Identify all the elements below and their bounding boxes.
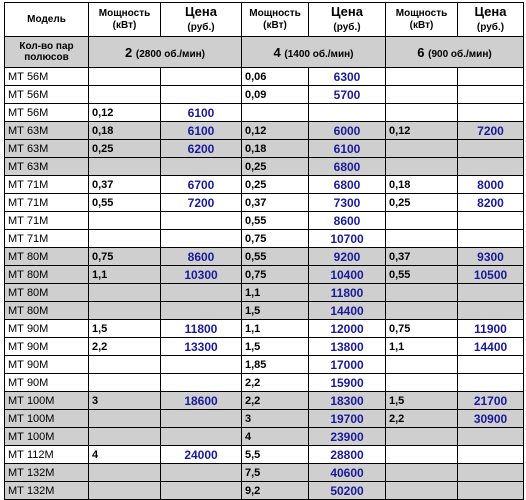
table-row (5, 212, 524, 230)
power-cell-2 (89, 464, 161, 482)
power-cell-2: 1,5 (89, 320, 161, 338)
power-cell-4: 0,12 (242, 122, 309, 140)
table-row (5, 284, 524, 302)
model-cell: МТ 80М (5, 284, 89, 302)
power-cell-4: 0,55 (242, 248, 309, 266)
price-cell-6 (458, 284, 524, 302)
price-cell-6 (458, 446, 524, 464)
model-cell: МТ 80М (5, 302, 89, 320)
power-cell-4: 1,85 (242, 356, 309, 374)
model-cell: МТ 63М (5, 158, 89, 176)
power-cell-2 (89, 410, 161, 428)
model-cell: МТ 80М (5, 248, 89, 266)
table-row (5, 122, 524, 140)
power-cell-4 (242, 104, 309, 122)
price-cell-4: 6800 (309, 176, 386, 194)
table-row (5, 68, 524, 86)
power-cell-4: 0,18 (242, 140, 309, 158)
price-cell-2 (161, 212, 242, 230)
power-cell-2 (89, 374, 161, 392)
power-cell-4: 1,5 (242, 302, 309, 320)
price-cell-4: 19700 (309, 410, 386, 428)
power-cell-4: 4 (242, 428, 309, 446)
power-cell-4: 1,5 (242, 338, 309, 356)
power-cell-4: 0,55 (242, 212, 309, 230)
price-cell-6 (458, 464, 524, 482)
model-cell: МТ 63М (5, 122, 89, 140)
poles-row (5, 37, 524, 68)
power-cell-6: 0,25 (386, 194, 458, 212)
power-cell-4: 0,25 (242, 176, 309, 194)
model-cell: МТ 56М (5, 86, 89, 104)
price-cell-6 (458, 374, 524, 392)
price-cell-6: 8200 (458, 194, 524, 212)
model-cell: МТ 71М (5, 230, 89, 248)
price-cell-4: 50200 (309, 482, 386, 500)
model-cell: МТ 90М (5, 338, 89, 356)
price-cell-2: 6700 (161, 176, 242, 194)
price-cell-4: 17000 (309, 356, 386, 374)
poles-2: 2 (2800 об./мин) (89, 37, 242, 68)
price-cell-4: 7300 (309, 194, 386, 212)
power-cell-4: 1,1 (242, 320, 309, 338)
table-row (5, 140, 524, 158)
model-cell: МТ 90М (5, 356, 89, 374)
price-cell-4 (309, 104, 386, 122)
price-cell-2: 24000 (161, 446, 242, 464)
table-row (5, 392, 524, 410)
header-row (5, 3, 524, 37)
price-cell-2: 8600 (161, 248, 242, 266)
power-cell-2 (89, 356, 161, 374)
price-cell-6 (458, 302, 524, 320)
price-cell-4: 6000 (309, 122, 386, 140)
table-row (5, 464, 524, 482)
power-cell-2: 4 (89, 446, 161, 464)
power-cell-2 (89, 482, 161, 500)
price-cell-2: 18600 (161, 392, 242, 410)
price-cell-4: 13800 (309, 338, 386, 356)
price-cell-6: 10500 (458, 266, 524, 284)
price-cell-6 (458, 230, 524, 248)
power-cell-4: 7,5 (242, 464, 309, 482)
price-cell-2 (161, 284, 242, 302)
table-row (5, 482, 524, 500)
power-cell-6 (386, 428, 458, 446)
power-cell-6: 1,5 (386, 392, 458, 410)
model-cell: МТ 112М (5, 446, 89, 464)
table-row (5, 194, 524, 212)
price-cell-4: 40600 (309, 464, 386, 482)
power-cell-2: 0,37 (89, 176, 161, 194)
power-header-6: Мощность (кВт) (386, 3, 458, 37)
price-cell-6 (458, 158, 524, 176)
table-row (5, 158, 524, 176)
price-cell-6 (458, 86, 524, 104)
price-header-2: Цена (руб.) (161, 3, 242, 37)
price-cell-2 (161, 86, 242, 104)
price-cell-4: 15900 (309, 374, 386, 392)
price-cell-2: 6100 (161, 104, 242, 122)
price-cell-2: 11800 (161, 320, 242, 338)
power-cell-6 (386, 86, 458, 104)
model-cell: МТ 71М (5, 194, 89, 212)
power-cell-2 (89, 230, 161, 248)
power-cell-2 (89, 158, 161, 176)
table-row (5, 302, 524, 320)
price-cell-6: 11900 (458, 320, 524, 338)
power-cell-6 (386, 356, 458, 374)
power-cell-6 (386, 158, 458, 176)
price-cell-6 (458, 356, 524, 374)
table-row (5, 374, 524, 392)
table-row (5, 266, 524, 284)
power-cell-4: 0,25 (242, 158, 309, 176)
model-cell: МТ 90М (5, 320, 89, 338)
price-cell-2 (161, 158, 242, 176)
motor-price-table (4, 2, 524, 500)
power-cell-2 (89, 284, 161, 302)
price-cell-2 (161, 68, 242, 86)
power-cell-2 (89, 302, 161, 320)
table-row (5, 248, 524, 266)
price-cell-6 (458, 104, 524, 122)
price-cell-6: 7200 (458, 122, 524, 140)
table-row (5, 86, 524, 104)
model-cell: МТ 56М (5, 68, 89, 86)
power-cell-6 (386, 140, 458, 158)
price-cell-4: 12000 (309, 320, 386, 338)
price-table-wrapper (4, 2, 524, 500)
table-row (5, 104, 524, 122)
model-cell: МТ 132М (5, 482, 89, 500)
model-cell: МТ 80М (5, 266, 89, 284)
price-cell-4: 10400 (309, 266, 386, 284)
power-cell-6: 0,75 (386, 320, 458, 338)
model-cell: МТ 63М (5, 140, 89, 158)
power-cell-2: 2,2 (89, 338, 161, 356)
model-cell: МТ 100М (5, 410, 89, 428)
price-cell-6 (458, 68, 524, 86)
power-cell-2: 0,25 (89, 140, 161, 158)
price-cell-2 (161, 356, 242, 374)
power-cell-6 (386, 374, 458, 392)
model-cell: МТ 56М (5, 104, 89, 122)
price-cell-2 (161, 410, 242, 428)
price-cell-2: 7200 (161, 194, 242, 212)
power-cell-4: 2,2 (242, 374, 309, 392)
price-cell-4: 28800 (309, 446, 386, 464)
poles-4: 4 (1400 об./мин) (242, 37, 386, 68)
price-cell-2 (161, 374, 242, 392)
power-cell-4: 2,2 (242, 392, 309, 410)
power-cell-6 (386, 104, 458, 122)
power-cell-6 (386, 302, 458, 320)
price-cell-4: 14400 (309, 302, 386, 320)
power-cell-2: 0,12 (89, 104, 161, 122)
power-cell-2: 0,18 (89, 122, 161, 140)
power-cell-6 (386, 464, 458, 482)
power-cell-4: 5,5 (242, 446, 309, 464)
price-cell-2: 10300 (161, 266, 242, 284)
table-row (5, 176, 524, 194)
power-cell-4: 9,2 (242, 482, 309, 500)
power-cell-6 (386, 68, 458, 86)
power-cell-4: 0,37 (242, 194, 309, 212)
power-cell-4: 0,09 (242, 86, 309, 104)
table-row (5, 320, 524, 338)
price-cell-2 (161, 464, 242, 482)
power-cell-6: 0,37 (386, 248, 458, 266)
power-cell-2: 0,75 (89, 248, 161, 266)
table-row (5, 410, 524, 428)
model-cell: МТ 100М (5, 428, 89, 446)
price-cell-6: 30900 (458, 410, 524, 428)
table-row (5, 338, 524, 356)
power-cell-2 (89, 212, 161, 230)
poles-label: Кол-во пар полюсов (5, 37, 89, 68)
price-cell-2: 13300 (161, 338, 242, 356)
power-cell-2 (89, 428, 161, 446)
power-cell-6 (386, 446, 458, 464)
price-cell-4: 11800 (309, 284, 386, 302)
price-cell-6: 9300 (458, 248, 524, 266)
power-cell-6: 2,2 (386, 410, 458, 428)
power-cell-4: 0,06 (242, 68, 309, 86)
price-cell-6: 8000 (458, 176, 524, 194)
price-cell-6: 21700 (458, 392, 524, 410)
price-cell-4: 23900 (309, 428, 386, 446)
poles-6: 6 (900 об./мин) (386, 37, 524, 68)
power-cell-6: 0,55 (386, 266, 458, 284)
table-row (5, 356, 524, 374)
price-header-4: Цена (руб.) (309, 3, 386, 37)
price-cell-4: 6800 (309, 158, 386, 176)
power-cell-2 (89, 86, 161, 104)
table-row (5, 230, 524, 248)
power-cell-6 (386, 284, 458, 302)
power-cell-4: 3 (242, 410, 309, 428)
power-cell-2 (89, 68, 161, 86)
power-cell-6: 0,18 (386, 176, 458, 194)
power-cell-6 (386, 482, 458, 500)
power-cell-2: 3 (89, 392, 161, 410)
price-cell-6 (458, 140, 524, 158)
power-cell-4: 0,75 (242, 230, 309, 248)
table-row (5, 446, 524, 464)
model-header: Модель (5, 3, 89, 37)
power-cell-2: 0,55 (89, 194, 161, 212)
price-cell-4: 6100 (309, 140, 386, 158)
power-header-4: Мощность (кВт) (242, 3, 309, 37)
price-cell-2 (161, 302, 242, 320)
price-cell-4: 6300 (309, 68, 386, 86)
price-cell-6 (458, 212, 524, 230)
price-cell-6 (458, 482, 524, 500)
price-cell-2 (161, 230, 242, 248)
price-cell-2: 6200 (161, 140, 242, 158)
model-cell: МТ 90М (5, 374, 89, 392)
model-cell: МТ 71М (5, 212, 89, 230)
price-cell-6: 14400 (458, 338, 524, 356)
power-header-2: Мощность (кВт) (89, 3, 161, 37)
model-cell: МТ 71М (5, 176, 89, 194)
price-cell-2: 6100 (161, 122, 242, 140)
power-cell-2: 1,1 (89, 266, 161, 284)
model-cell: МТ 132М (5, 464, 89, 482)
price-cell-4: 5700 (309, 86, 386, 104)
price-cell-4: 18300 (309, 392, 386, 410)
power-cell-4: 1,1 (242, 284, 309, 302)
price-cell-4: 9200 (309, 248, 386, 266)
power-cell-6: 0,12 (386, 122, 458, 140)
model-cell: МТ 100М (5, 392, 89, 410)
price-cell-6 (458, 428, 524, 446)
price-cell-4: 10700 (309, 230, 386, 248)
table-row (5, 428, 524, 446)
price-cell-2 (161, 482, 242, 500)
price-cell-4: 8600 (309, 212, 386, 230)
power-cell-6: 1,1 (386, 338, 458, 356)
power-cell-6 (386, 212, 458, 230)
power-cell-4: 0,75 (242, 266, 309, 284)
price-header-6: Цена (руб.) (458, 3, 524, 37)
price-cell-2 (161, 428, 242, 446)
power-cell-6 (386, 230, 458, 248)
